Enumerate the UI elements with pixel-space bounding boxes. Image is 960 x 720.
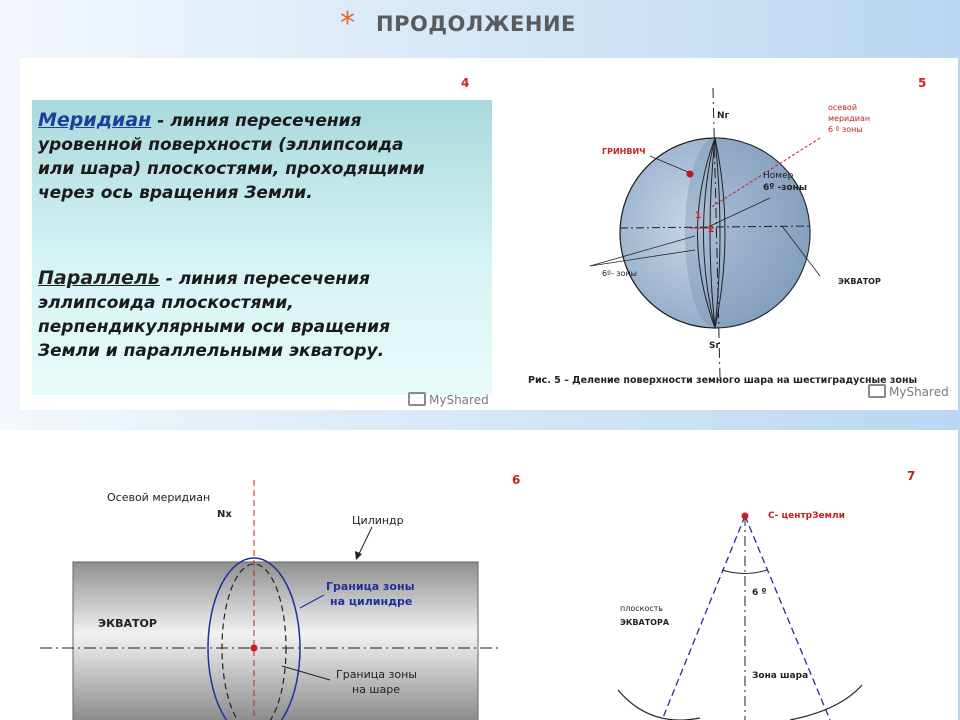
- meridian-line-1: - линия пересечения: [151, 111, 362, 131]
- meridian-term: Меридиан: [38, 109, 152, 131]
- axial-label-3: 6 º зоны: [828, 125, 863, 134]
- watermark-text: MyShared: [889, 385, 949, 399]
- title-star-icon: *: [340, 6, 355, 41]
- equator-label-6: ЭКВАТОР: [98, 617, 157, 630]
- angle-label: 6 º: [752, 588, 767, 598]
- monitor-icon: [408, 392, 426, 406]
- parallel-term: Параллель: [38, 267, 160, 289]
- sphere-arc-right: [790, 685, 862, 720]
- greenwich-label: ГРИНВИЧ: [602, 147, 646, 156]
- watermark-text: MyShared: [429, 393, 489, 407]
- nx-label: Nx: [217, 509, 232, 520]
- slide-title: ПРОДОЛЖЕНИЕ: [376, 12, 576, 36]
- sphere-arc-left: [618, 690, 700, 720]
- earth-center-point: [742, 513, 749, 520]
- zone-number-label-2: 6º -зоны: [763, 183, 807, 193]
- figure-number-5: 5: [918, 76, 927, 90]
- sphere-zone-label: Зона шара: [752, 671, 809, 681]
- zone-cylinder-label-1: Граница зоны: [326, 580, 415, 593]
- zone-number-label-1: Номер: [763, 171, 794, 181]
- six-deg-zones-label: 6º- зоны: [602, 269, 637, 278]
- mark-1: 1: [695, 211, 702, 221]
- axial-label-1: осевой: [828, 103, 858, 112]
- bottom-panel: [0, 430, 958, 720]
- slide-title-bar: [0, 0, 960, 50]
- figure-number-6: 6: [512, 473, 521, 487]
- cylinder-arrow-head: [355, 551, 362, 560]
- north-label: Nг: [717, 111, 730, 121]
- zone-sphere-label-2: на шаре: [352, 683, 400, 696]
- watermark-right: [868, 384, 949, 399]
- figure-number-4: 4: [461, 76, 470, 90]
- parallel-line-2: эллипсоида плоскостями,: [38, 293, 294, 313]
- south-label: Sг: [709, 341, 721, 351]
- equator-label: ЭКВАТОР: [838, 277, 881, 286]
- watermark-left: [408, 392, 489, 407]
- wedge-right-edge: [745, 516, 830, 720]
- top-panel: [20, 58, 958, 410]
- meridian-line-3: или шара) плоскостями, проходящими: [38, 159, 425, 179]
- axial-meridian-label: Осевой меридиан: [107, 491, 211, 504]
- cylinder-center-point: [251, 645, 258, 652]
- plane-label-2: ЭКВАТОРА: [620, 618, 670, 627]
- figure-5-caption: Рис. 5 – Деление поверхности земного шара на шестиградусные зоны: [528, 375, 918, 386]
- globe-diagram: [510, 78, 950, 398]
- zone-cylinder-label-2: на цилиндре: [330, 595, 413, 608]
- meridian-line-2: уровенной поверхности (эллипсоида: [38, 135, 404, 155]
- cylinder-label: Цилиндр: [352, 514, 404, 527]
- parallel-line-3: перпендикулярными оси вращения: [38, 317, 390, 337]
- meridian-definition: [38, 108, 425, 205]
- zone-sphere-label-1: Граница зоны: [336, 668, 417, 681]
- definitions-box: [32, 100, 492, 395]
- cylinder: [73, 562, 478, 720]
- bottom-diagrams: [0, 430, 958, 720]
- parallel-line-4: Земли и параллельными экватору.: [38, 341, 385, 361]
- axial-label-2: меридиан: [828, 114, 871, 123]
- meridian-line-4: через ось вращения Земли.: [38, 183, 313, 203]
- parallel-line-1: - линия пересечения: [159, 269, 370, 289]
- cylinder-arrow: [358, 527, 372, 556]
- figure-number-7: 7: [907, 469, 916, 483]
- plane-label-1: плоскость: [620, 604, 664, 613]
- parallel-definition: [38, 266, 390, 363]
- mark-2: 2: [708, 225, 715, 235]
- wedge-left-edge: [662, 516, 745, 720]
- monitor-icon: [868, 384, 886, 398]
- earth-center-label: С- центрЗемли: [768, 511, 845, 521]
